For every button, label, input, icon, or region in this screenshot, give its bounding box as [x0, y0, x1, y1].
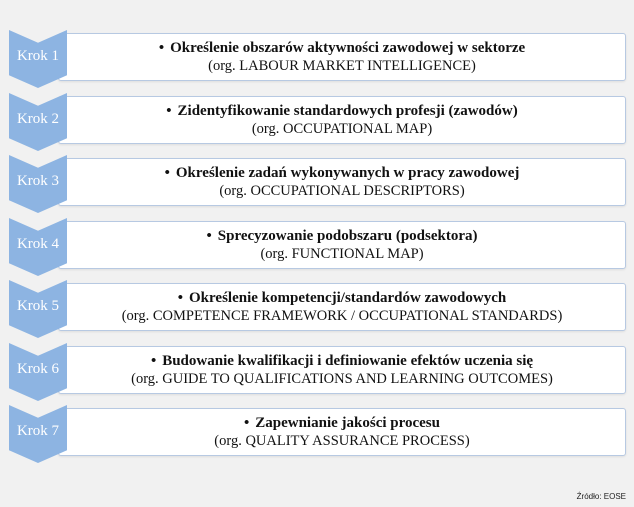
step-4-title-line [207, 227, 478, 245]
step-row-2 [9, 93, 626, 151]
step-5-title-line [178, 289, 507, 307]
step-6-box [58, 346, 626, 394]
step-5-title: Określenie kompetencji/standardów zawodowych [189, 290, 507, 306]
step-4-label: Krok 4 [16, 236, 60, 252]
step-3-subtitle: (org. OCCUPATIONAL DESCRIPTORS) [219, 183, 465, 199]
step-row-3 [9, 155, 626, 213]
step-2-subtitle: (org. OCCUPATIONAL MAP) [251, 121, 433, 137]
step-6-title: Budowanie kwalifikacji i definiowanie efektów uczenia się [162, 353, 534, 369]
bullet-icon: • [243, 415, 250, 431]
step-2-title: Zidentyfikowanie standardowych profesji (zawodów) [177, 103, 518, 119]
step-3-title-line [165, 164, 520, 182]
step-row-4 [9, 218, 626, 276]
bullet-icon: • [177, 290, 184, 306]
step-7-subtitle: (org. QUALITY ASSURANCE PROCESS) [214, 433, 470, 449]
step-3-title: Określenie zadań wykonywanych w pracy zawodowej [175, 165, 520, 181]
step-7-title-line [244, 414, 440, 432]
step-1-box [58, 33, 626, 81]
step-2-label: Krok 2 [16, 111, 60, 127]
step-3-label: Krok 3 [16, 173, 60, 189]
step-6-label: Krok 6 [16, 361, 60, 377]
step-4-subtitle: (org. FUNCTIONAL MAP) [260, 246, 424, 262]
source-caption: Źródło: EOSE [576, 492, 626, 501]
bullet-icon: • [166, 103, 172, 119]
step-1-subtitle: (org. LABOUR MARKET INTELLIGENCE) [208, 58, 476, 74]
bullet-icon: • [158, 40, 165, 56]
step-1-title-line [159, 39, 525, 57]
step-3-box [58, 158, 626, 206]
step-7-label: Krok 7 [16, 423, 60, 439]
step-row-1 [9, 30, 626, 88]
step-7-box [58, 408, 626, 456]
step-row-7 [9, 405, 626, 463]
step-4-title: Sprecyzowanie podobszaru (podsektora) [217, 228, 478, 244]
step-1-title: Określenie obszarów aktywności zawodowej w sektorze [170, 40, 526, 56]
step-5-subtitle: (org. COMPETENCE FRAMEWORK / OCCUPATIONAL STANDARDS) [121, 308, 563, 324]
step-6-subtitle: (org. GUIDE TO QUALIFICATIONS AND LEARNING OUTCOMES) [131, 371, 553, 387]
step-7-title: Zapewnianie jakości procesu [255, 415, 440, 431]
bullet-icon: • [150, 353, 157, 369]
step-1-label: Krok 1 [16, 48, 60, 64]
bullet-icon: • [164, 165, 170, 181]
step-row-5 [9, 280, 626, 338]
step-row-6 [9, 343, 626, 401]
step-2-title-line [166, 102, 517, 120]
bullet-icon: • [206, 228, 212, 244]
step-6-title-line [151, 352, 533, 370]
step-4-box [58, 221, 626, 269]
step-2-box [58, 96, 626, 144]
step-5-label: Krok 5 [16, 298, 60, 314]
step-5-box [58, 283, 626, 331]
